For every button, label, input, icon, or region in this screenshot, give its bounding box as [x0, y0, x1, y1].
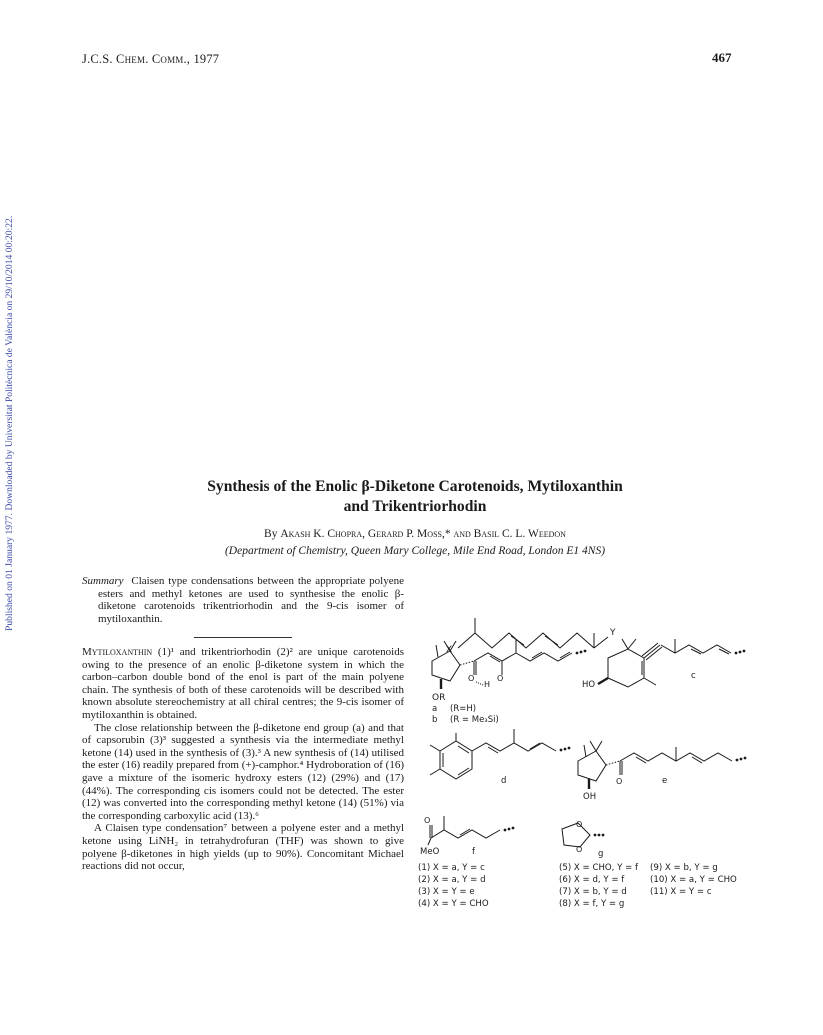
x-label: X — [446, 645, 453, 655]
download-note — [4, 181, 16, 631]
fragment-d-structure — [430, 729, 570, 786]
summary-text: Claisen type condensations between the appropriate polyene esters and methyl ketones are used to synthesise the enolic β-diketone carotenoids trikentriorhodin and the 9-cis isomer of mytiloxanthin. — [98, 575, 404, 625]
meo-group-label: MeO — [420, 847, 440, 857]
fragment-e-label: e — [662, 776, 668, 786]
article-title — [120, 477, 710, 517]
journal-citation: J.C.S. Chem. Comm., 1977 — [82, 52, 220, 66]
hydrogen-label: H — [484, 680, 491, 689]
fragment-b-label: b — [432, 715, 438, 725]
fragment-a-label: a — [432, 704, 438, 714]
or-group-label: OR — [432, 693, 446, 703]
fragment-c-label: c — [691, 671, 696, 681]
byline-prefix: By — [264, 528, 278, 540]
page-number: 467 — [712, 50, 732, 65]
summary-block — [82, 575, 404, 625]
affiliation: (Department of Chemistry, Queen Mary College, Mile End Road, London E1 4NS) — [224, 545, 606, 557]
compound-9: (9) X = b, Y = g — [650, 863, 718, 873]
compound-5: (5) X = CHO, Y = f — [559, 863, 639, 873]
paragraph-1-lead: Mytiloxanthin — [82, 646, 153, 658]
fragment-d-label: d — [501, 776, 507, 786]
generic-polyene-structure — [446, 618, 616, 655]
fragment-b-r-text: (R = Me₃Si) — [450, 715, 499, 725]
compound-2: (2) X = a, Y = d — [418, 875, 486, 885]
download-note-text[interactable]: Published on 01 January 1977. Downloaded by Universitat Politècnica de València on 29/10/2014 00:20:22. — [4, 215, 15, 631]
ketone-oxygen-label: O — [468, 674, 475, 683]
section-divider — [194, 637, 292, 638]
fragment-g-label: g — [598, 849, 604, 859]
oh-group-label: OH — [583, 792, 597, 802]
ho-group-label: HO — [582, 680, 596, 690]
author-line — [120, 528, 710, 540]
fragment-a-structure — [432, 639, 586, 725]
journal-header — [82, 52, 219, 67]
fragment-f-oxygen-label: O — [424, 816, 431, 825]
paragraph-1 — [82, 646, 404, 722]
fragment-e-oxygen-label: O — [616, 777, 623, 786]
fragment-c-structure — [582, 639, 745, 690]
compound-4: (4) X = Y = CHO — [418, 899, 489, 909]
compound-10: (10) X = a, Y = CHO — [650, 875, 737, 885]
compound-3: (3) X = Y = e — [418, 887, 475, 897]
compound-11: (11) X = Y = c — [650, 887, 712, 897]
fragment-e-structure — [578, 741, 746, 802]
paragraph-3: A Claisen type condensation⁷ between a polyene ester and a methyl ketone using LiNH₂ in tetrahydrofuran (THF) was shown to give polyene β-diketones in high yields (up to 90%). Concomitant Michael reactions did not occur, — [82, 822, 404, 873]
enol-oxygen-label: O — [497, 674, 504, 683]
compound-7: (7) X = b, Y = d — [559, 887, 627, 897]
title-line-2: and Trikentriorhodin — [343, 498, 487, 515]
fragment-f-label: f — [472, 847, 475, 857]
chemical-scheme — [400, 583, 820, 923]
compound-6: (6) X = d, Y = f — [559, 875, 625, 885]
fragment-g-structure — [562, 820, 604, 859]
fragment-f-structure — [420, 816, 514, 857]
author-names: Akash K. Chopra, Gerard P. Moss,* and Basil C. L. Weedon — [280, 528, 566, 540]
title-line-1: Synthesis of the Enolic β-Diketone Carotenoids, Mytiloxanthin — [207, 478, 623, 495]
compound-8: (8) X = f, Y = g — [559, 899, 625, 909]
fragment-a-r-text: (R=H) — [450, 704, 477, 714]
paragraph-2: The close relationship between the β-diketone end group (a) and that of capsorubin (3)³ suggested a synthesis via the intermediate methyl ketone (14) used in the synthesis of (3).³ A new synthesis of (14) utilised the ester (16) readily prepared from (+)-camphor.⁴ Hydroboration of (16) gave a mixture of the isomeric hydroxy esters (12) (29%) and (17) (44%). The corresponding cis isomers could not be detected. The ester (12) was converted into the corresponding methyl ketone (14) (51%) via the corresponding carboxylic acid (13).⁶ — [82, 721, 404, 822]
compound-1: (1) X = a, Y = c — [418, 863, 485, 873]
fragment-g-oxygen-bottom: O — [576, 845, 583, 854]
y-label: Y — [610, 628, 616, 638]
fragment-g-oxygen-top: O — [576, 820, 583, 829]
summary-label: Summary — [82, 575, 124, 587]
paragraph-1-text: (1)¹ and trikentriorhodin (2)² are unique carotenoids owing to the presence of an enolic β-diketone system in which the carbon–carbon double bond of the enol is part of the main polyene chain. The synthesis of both of these carotenoids will be described with known absolute stereochemistry at all chiral centres; the 9-cis isomer of mytiloxanthin is obtained. — [82, 646, 404, 721]
body-text — [82, 646, 404, 873]
